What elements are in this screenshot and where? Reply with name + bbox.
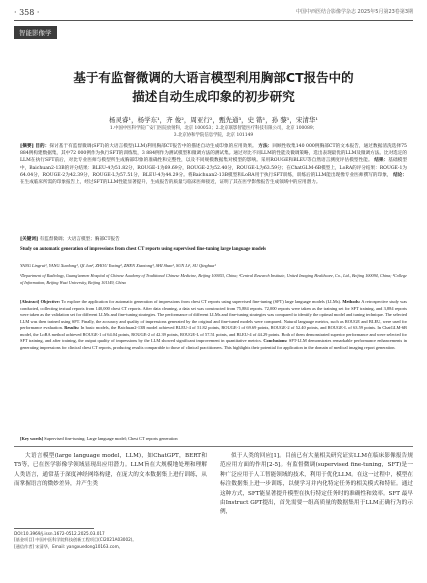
objective-zh-label: 目的： [35, 144, 50, 149]
results-zh-label: 结果： [374, 158, 389, 164]
journal-info: 中国中西医结合影像学杂志 2025年5月第23卷第3期 [295, 9, 413, 15]
conclusion-zh-label: 结论： [393, 172, 407, 178]
column-tag: 智能影像学 [14, 26, 57, 39]
section-rule [14, 446, 413, 447]
title-line-2: 描述自动生成印象的初步研究 [132, 89, 295, 104]
article-title [14, 68, 413, 106]
body-column-left: 大语言模型(large language model，LLM)，如ChatGPT，BERT和T5等，已在医学影像学领域显现出应用潜力。LLM旨在大规模地处理和理解人类语言，通常基于深度神经网络构建，在庞大的文本数据集上进行训练，从而掌握语言的微妙差异，并产生类 [14, 453, 207, 488]
conclusions-en-label: Conclusions: [263, 338, 288, 343]
affiliation-zh-2: 3.北京协和学院信息学院，北京 101149 [173, 133, 254, 138]
abstract-zh [20, 143, 407, 186]
affiliations-en: ¹Department of Radiology, Guang'anmen Hospital of Chinese Academy of Traditional Chinese Medicine, Beijing 100053, China; ²Central Research Institute, United Imaging Healthcare, Co., Ltd., Beijing 100094, China; ³College of Information, Beijing Wuzi University, Beijing 101149, China [20, 273, 407, 285]
page-number: · 358 · [14, 8, 40, 17]
conclusions-en: SFT-LLM demonstrates remarkable performance enhancements in generating impressions for clinical chest CT reports, producing results comparable to those of clinical practitioners. This highlights their potential for application in the domain of medical imaging report generation. [20, 338, 407, 350]
body-column-right: 似于人类的回应[1]。目前已有大量相关研究证实LLM在临床影像报告规范应用方面的作用[2-5]。有监督微调(supervised fine-tuning，SFT)是一种广泛应用于人工智能领域的技术，利用于优化LLM。在这一过程中，模型在标注数据集上进一步训练，以便学习并内化特定任务的相关模式和特征。通过这种方式，SFT能显著提升模型在执行特定任务时的准确性和效率。SFT 最早由Instruct GPT提出，首先需要一组高质量的数据集用于LLM正确行为的示例， [220, 453, 413, 516]
footnote-correspondence: [通信作者] 宋清华，Email: yangxuedong10163.com。 [14, 543, 123, 549]
keywords-en-label: [Key words] [20, 436, 44, 441]
methods-zh-label: 方法： [258, 144, 273, 149]
keywords-zh [20, 236, 407, 242]
footnote-doi: DOI:10.3969/j.issn.1672-0512.2025.03.017 [14, 531, 105, 536]
header-rule [14, 20, 413, 21]
title-line-1: 基于有监督微调的大语言模型利用胸部CT报告中的 [73, 70, 354, 85]
results-en: In basic models, the Baichuan2-13B model achieved BLEU-4 of 51.82 points, ROUGE-1 of 69.69 points, ROUGE-2 of 52.40 points, and ROUGE-L of 63.59 points. In ChatGLM-6B model, the LoRA method achieved ROUGE-1 of 64.04 points, ROUGE-2 of 42.39 points, ROUGE-L of 57.51 points, and BLEU-4 of 44.29 points. Both of them demonstrated superior performance and were selected for SFT training, and after training, the output quality of impressions by the LLM showed significant improvement in quantitative metrics. [20, 325, 407, 343]
footnote-rule [14, 528, 94, 529]
objective-zh: 探讨基于有监督微调(SFT)的大语言模型(LLM)利用胸部CT报告中的描述自动生成印象的应用效果。 [49, 144, 257, 149]
keywords-zh-label: [关键词] [20, 237, 39, 242]
footnotes [14, 531, 207, 550]
abstract-en [20, 299, 407, 351]
objective-en-label: Objective: [40, 299, 61, 304]
authors-zh: 杨灵睿¹，杨学东¹，齐 俊²，周亚行²，甄先通³，史 锴¹，孙 黎¹，宋清华¹ [108, 116, 319, 124]
keywords-en [20, 436, 407, 441]
objective-en: To explore the application for automatic generation of impressions from chest CT reports using supervised fine-tuning (SFT) large language models (LLMs). [61, 299, 342, 304]
authors-en: YANG Lingrui¹, YANG Xuedong¹, QI Jun², ZHOU Yaxing², ZHEN Xiantong³, SHI Shan¹, SUN Li¹, SU Qinghua¹ [20, 263, 216, 268]
methods-en-label: Methods: [342, 299, 361, 304]
abstract-en-label: [Abstract] [20, 299, 40, 304]
methods-zh: 回顾性收集140 000例胸部CT的文本报告，通过数据清洗选择75 884例构建数据集，其中72 000例作为执行SFT的训练集，3 884例作为测试模型和微调方法的测试集。通过对比不同LLM的性能及微调策略，选出表现最优的LLM及微调方法。比对选定的LLM在执行SFT前后，对比专业医师与模型所生成胸部印象的准确性和完整性，以及不同规模数据集对模型的影响。采用ROUGE和BLEU等自然语言测度评估模型性能。 [20, 144, 407, 164]
affiliation-zh-1: 1.中国中医科学院广安门医院放射科，北京 100053；2.北京联影智能医疗科技有限公司，北京 100089； [109, 126, 318, 131]
conclusion-zh: 在生成临床所需的印象报告上，经过SFT的LLM性能显著提升，生成报告的质量与临床医师接近，证明了其在医学影像报告生成领域中的应用潜力。 [20, 180, 321, 186]
abstract-zh-label: [摘要] [20, 144, 34, 149]
title-en: Study on automatic generation of impressions from chest CT reports using supervised fine-tuning large language models [20, 247, 267, 252]
methods-en: A retrospective study was conducted, collecting textual reports from 140,000 chest CT reports. After data cleaning, a data set was constructed from 75,884 reports. 72,000 reports were taken as the training set for SFT training, and 3,884 reports were taken as the validation set for different LLMs and fine-tuning strategies. The performance of different LLMs and fine-tuning strategies was compared to identify the optimal model and tuning technique. The selected LLM was then trained using SFT. Finally, the accuracy and quality of impressions generated by the original and fine-tuned models were compared. Natural language metrics, such as ROUGE and BLEU, were used for performance evaluation. [20, 299, 407, 330]
keywords-zh-text: 有监督微调；大语言模型；胸部CT报告 [39, 237, 120, 242]
results-en-label: Results: [64, 325, 80, 330]
results-zh: 基础模型中，Baichuan2-13B的评分结果：BLEU-4为51.82分，ROUGE-1为69.69分，ROUGE-2为52.40分，ROUGE-L为63.59分；在ChatGLM-6B模型上，LoRA的评分结果：ROUGE-1为64.04分，ROUGE-2为42.39分，ROUGE-L为57.51分，BLEU-4为44.29分。将Baichuan2-13B模型和LoRA用于执行SFT训练，训练后的LLM能出现像专业医师撰写的印象， [20, 158, 407, 178]
keywords-en-text: Supervised fine-tuning; Large language model; Chest CT reports generation [44, 436, 178, 441]
footnote-funding: [基金项目] 中国中医科学院科技创新工程项目(CI2021A03002)。 [14, 537, 137, 543]
